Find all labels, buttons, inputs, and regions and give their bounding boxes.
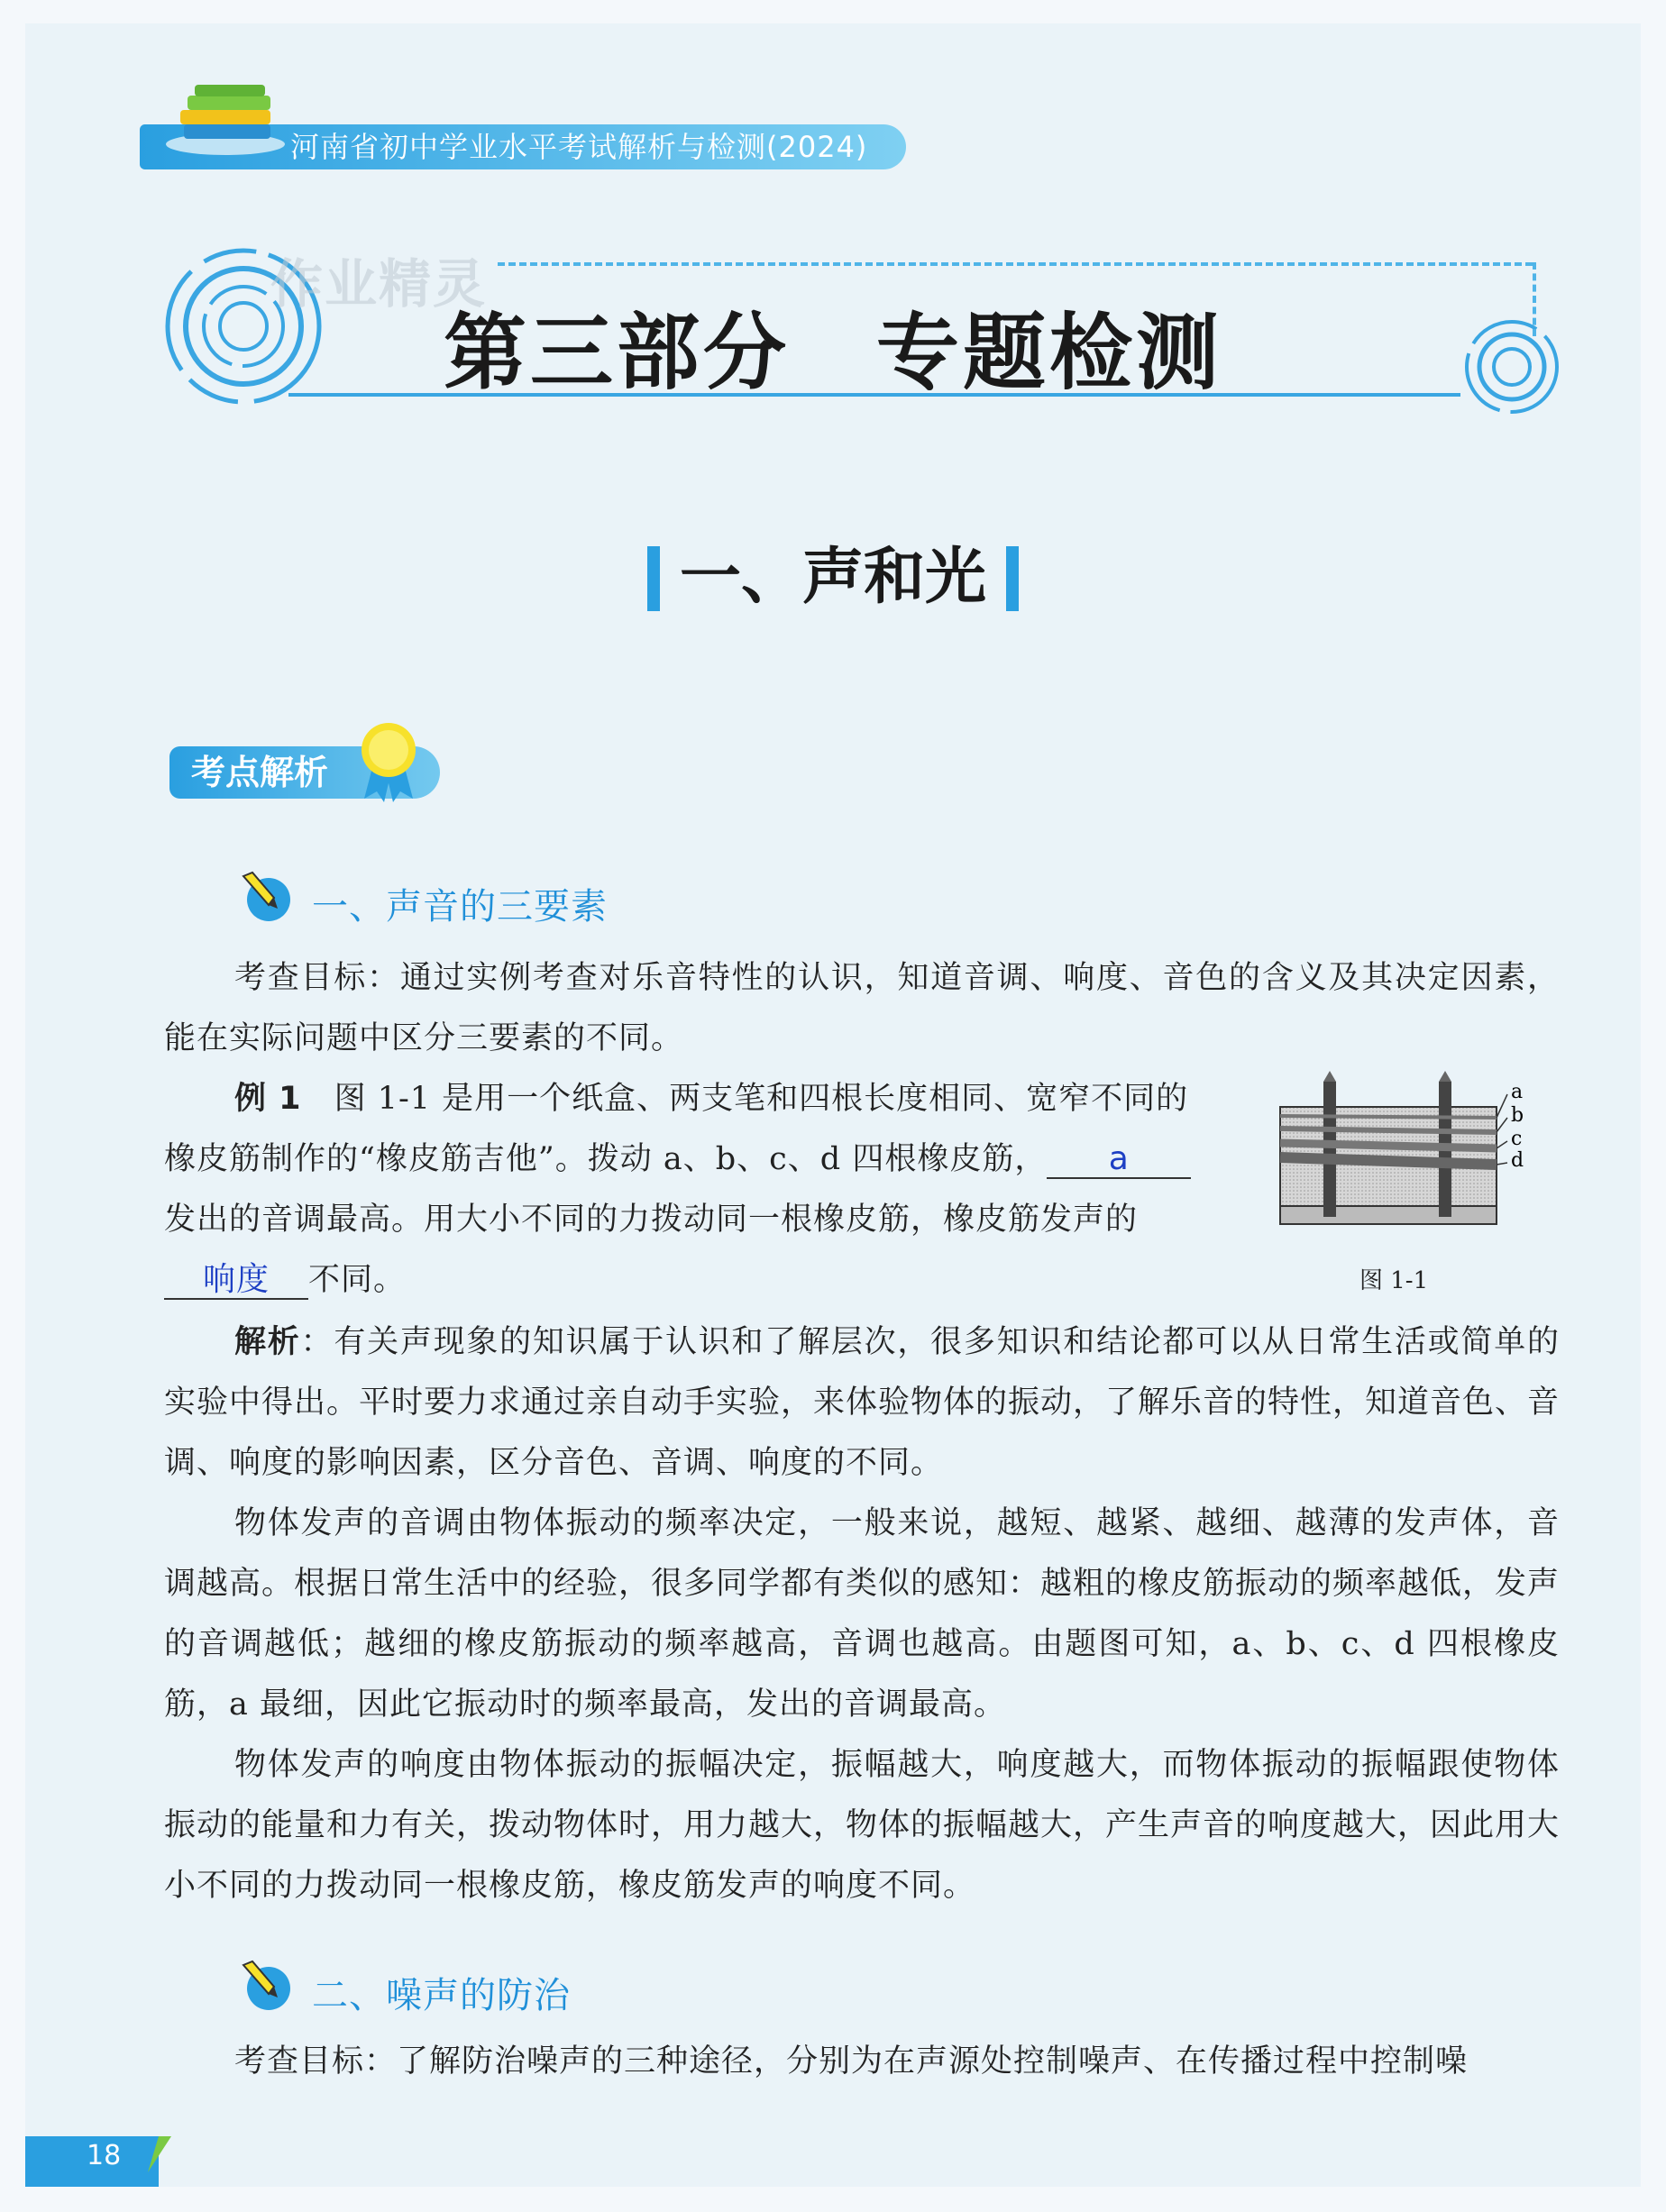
analysis-paragraph-2: 物体发声的音调由物体振动的频率决定，一般来说，越短、越紧、越细、越薄的发声体，音调越高。根据日常生活中的经验，很多同学都有类似的感知：越粗的橡皮筋振动的频率越低，发声的音调越低；越细的橡皮筋振动的频率越高，音调也越高。由题图可知，a、b、c、d 四根橡皮筋，a 最细，因此它振动时的频率最高，发出的音调最高。: [164, 1505, 1561, 1723]
medal-icon: [357, 721, 420, 802]
example-text-3: 不同。: [308, 1262, 407, 1298]
answer-1: a: [1108, 1140, 1130, 1177]
topic-2-goal: [164, 2032, 1560, 2092]
figure-caption: 图 1-1: [1359, 1267, 1429, 1294]
pencil-icon: [238, 871, 301, 925]
analysis-paragraph-1: [164, 1312, 1560, 1494]
section-title: 一、声和光: [647, 541, 1019, 615]
analysis-text-1: ：有关声现象的知识属于认识和了解层次，很多知识和结论都可以从日常生活或简单的实验中得出。平时要力求通过亲自动手实验，来体验物体的振动，了解乐音的特性，知道音色、音调、响度的影响因素，区分音色、音调、响度的不同。: [164, 1324, 1561, 1481]
label-d: d: [1511, 1149, 1524, 1172]
answer-blank-1: [1047, 1141, 1191, 1179]
watermark: 作业精灵: [270, 253, 488, 315]
books-icon: [162, 83, 288, 155]
page-corner-flag: [135, 2136, 171, 2187]
example-label: 例 1: [234, 1081, 302, 1117]
example-text-2: 发出的音调最高。用大小不同的力拨动同一根橡皮筋，橡皮筋发声的: [164, 1202, 1139, 1238]
pencil-icon: [238, 1960, 301, 2014]
label-a: a: [1511, 1081, 1524, 1103]
label-c: c: [1511, 1128, 1523, 1150]
rubber-band-guitar-figure: [1271, 1071, 1542, 1251]
goal-text: ：了解防治噪声的三种途径，分别为在声源处控制噪声、在传播过程中控制噪: [364, 2043, 1469, 2079]
topic-1-heading: 一、声音的三要素: [312, 886, 608, 928]
chapter-title: 第三部分 专题检测: [443, 304, 1222, 401]
answer-2: 响度: [202, 1261, 270, 1298]
title-dashed-line: [498, 262, 1533, 266]
goal-label: 考查目标: [234, 2043, 365, 2079]
topic-1-goal: [164, 948, 1560, 1069]
header-title: 河南省初中学业水平考试解析与检测(2024): [290, 130, 868, 164]
example-1: [164, 1069, 1201, 1311]
analysis-paragraph-3: 物体发声的响度由物体振动的振幅决定，振幅越大，响度越大，而物体振动的振幅跟使物体振动的能量和力有关，拨动物体时，用力越大，物体的振幅越大，产生声音的响度越大，因此用大小不同的力拨动同一根橡皮筋，橡皮筋发声的响度不同。: [164, 1747, 1561, 1904]
topic-2-heading: 二、噪声的防治: [312, 1975, 571, 2016]
analysis-label: 解析: [234, 1324, 301, 1360]
tag-label: 考点解析: [191, 753, 329, 792]
label-b: b: [1511, 1104, 1524, 1127]
example-text-1: 图 1-1 是用一个纸盒、两支笔和四根长度相同、宽窄不同的橡皮筋制作的“橡皮筋吉他”。拨动 a、b、c、d 四根橡皮筋，: [164, 1081, 1189, 1177]
goal-text: ：通过实例考查对乐音特性的认识，知道音调、响度、音色的含义及其决定因素，能在实际问题中区分三要素的不同。: [164, 960, 1560, 1056]
answer-blank-2: [164, 1262, 308, 1300]
goal-label: 考查目标: [234, 960, 368, 996]
page-number: 18: [87, 2140, 122, 2171]
